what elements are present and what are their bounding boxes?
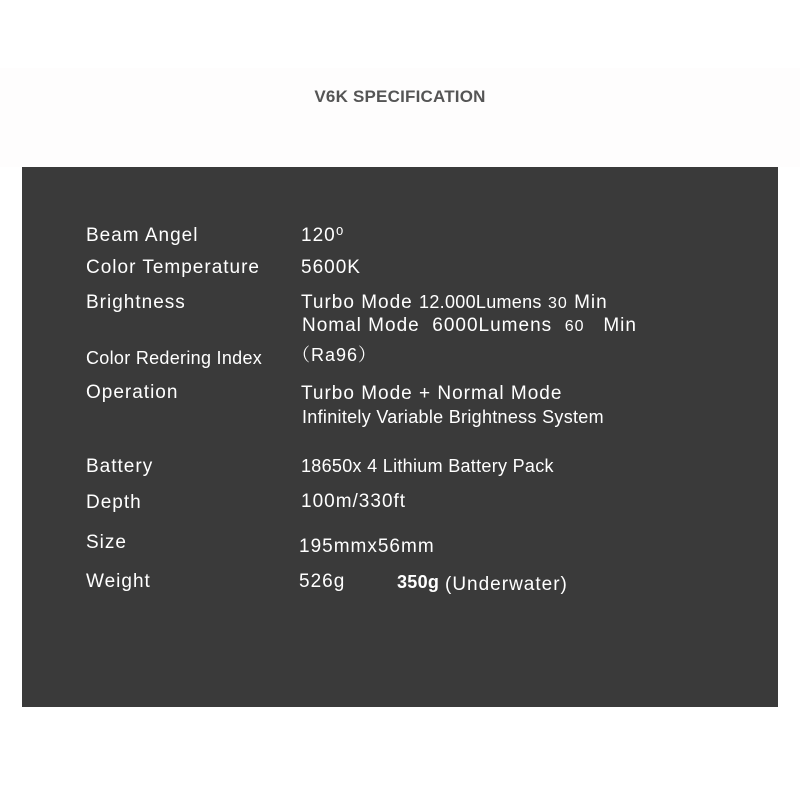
beam-angle-label: Beam Angel: [86, 225, 199, 246]
brightness-normal-row: [302, 316, 637, 335]
weight-value: 526g: [299, 571, 346, 592]
weight-label: Weight: [86, 571, 151, 592]
spec-panel: [22, 167, 778, 707]
weight-underwater-value: 350g: [397, 572, 440, 592]
operation-line-1: Turbo Mode + Normal Mode: [301, 383, 563, 404]
brightness-label: Brightness: [86, 292, 186, 313]
operation-label: Operation: [86, 382, 179, 403]
size-label: Size: [86, 532, 127, 553]
depth-label: Depth: [86, 492, 142, 513]
normal-lumens: 6000Lumens: [432, 315, 553, 336]
size-value: 195mmx56mm: [299, 536, 435, 557]
turbo-lumens: 12.000Lumens: [419, 292, 542, 312]
turbo-mode-text: Turbo Mode: [301, 292, 413, 313]
header-band: [0, 68, 800, 167]
beam-angle-value: 120⁰: [301, 225, 345, 246]
battery-label: Battery: [86, 456, 154, 477]
cri-value: （Ra96）: [292, 345, 378, 365]
color-temperature-value: 5600K: [301, 257, 361, 278]
turbo-minutes: 30: [548, 295, 568, 312]
brightness-turbo-row: [301, 293, 608, 312]
color-temperature-label: Color Temperature: [86, 257, 261, 278]
operation-line-2: Infinitely Variable Brightness System: [302, 407, 604, 427]
page-title: V6K SPECIFICATION: [314, 87, 486, 106]
turbo-minutes-unit: Min: [574, 292, 608, 313]
battery-value: 18650x 4 Lithium Battery Pack: [301, 456, 554, 476]
normal-minutes: 60: [564, 318, 585, 335]
depth-value: 100m/330ft: [301, 491, 407, 512]
cri-label: Color Redering Index: [86, 348, 263, 368]
weight-underwater-label: (Underwater): [445, 574, 568, 595]
normal-minutes-unit: Min: [603, 315, 637, 336]
normal-mode-text: Nomal Mode: [302, 315, 420, 336]
